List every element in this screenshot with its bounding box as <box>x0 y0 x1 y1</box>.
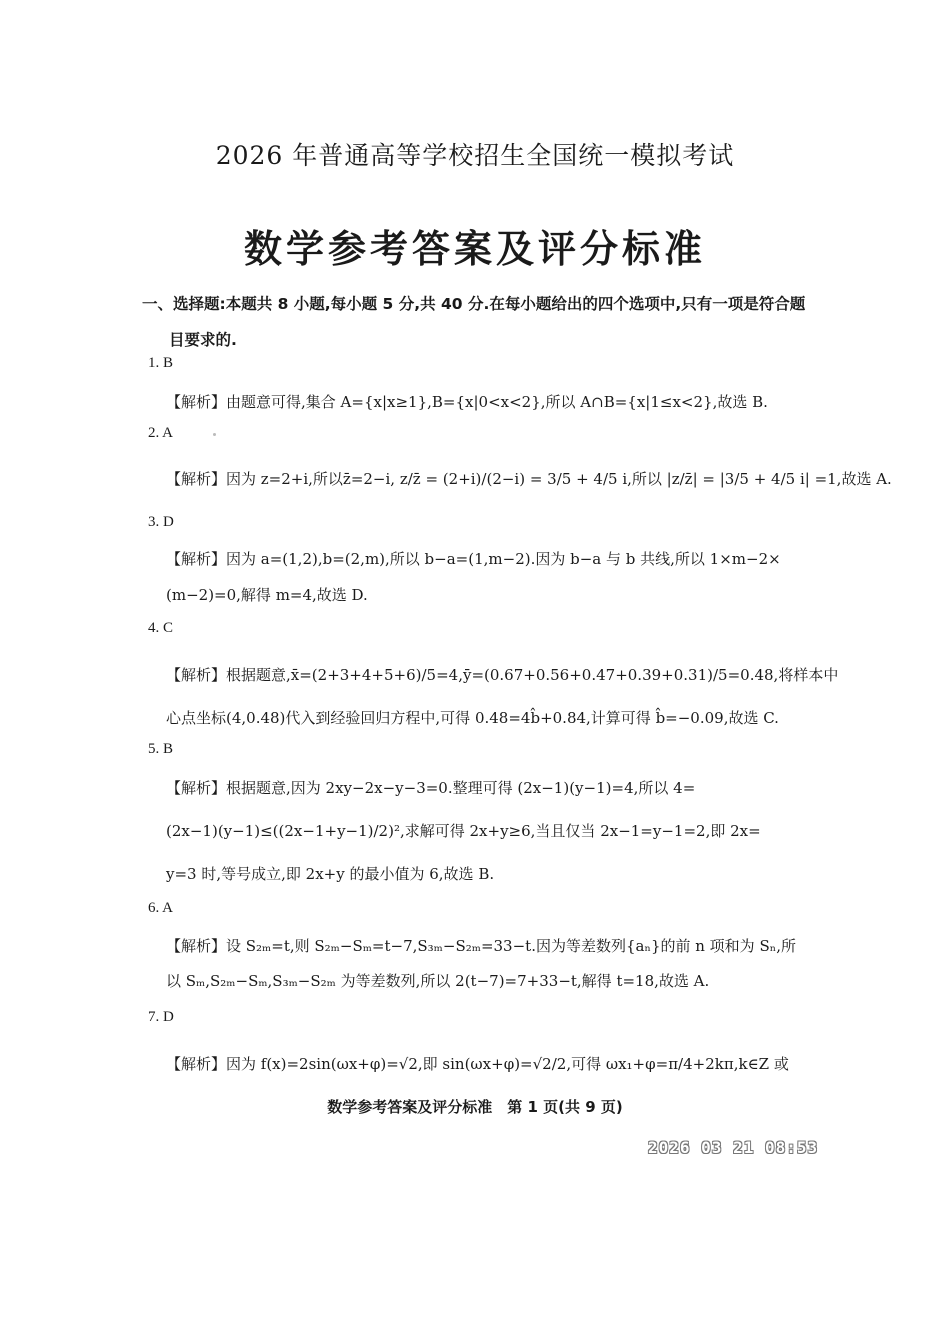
document-title: 数学参考答案及评分标准 <box>243 227 706 271</box>
answer-5: 5. B <box>148 741 174 757</box>
scan-speck <box>213 433 216 436</box>
answer-7: 7. D <box>148 1009 174 1025</box>
answer-3: 3. D <box>148 514 174 530</box>
explanation-5-line-1: 【解析】根据题意,因为 2xy−2x−y−3=0.整理可得 (2x−1)(y−1)=4,所以 4= <box>166 779 696 797</box>
page-footer: 数学参考答案及评分标准 第 1 页(共 9 页) <box>327 1098 623 1116</box>
explanation-1-line-1: 【解析】由题意可得,集合 A={x|x≥1},B={x|0<x<2},所以 A∩B={x|1≤x<2},故选 B. <box>166 393 768 411</box>
explanation-4-line-2: 心点坐标(4,0.48)代入到经验回归方程中,可得 0.48=4b̂+0.84,计算可得 b̂=−0.09,故选 C. <box>166 709 779 727</box>
answer-2: 2. A <box>148 425 174 441</box>
section-heading-line1: 一、选择题:本题共 8 小题,每小题 5 分,共 40 分.在每小题给出的四个选项中,只有一项是符合题 <box>142 295 806 313</box>
explanation-5-line-2: (2x−1)(y−1)≤((2x−1+y−1)/2)²,求解可得 2x+y≥6,当且仅当 2x−1=y−1=2,即 2x= <box>166 822 761 840</box>
explanation-3-line-2: (m−2)=0,解得 m=4,故选 D. <box>166 586 368 604</box>
scan-timestamp: 2026 03 21 08:53 <box>648 1138 819 1157</box>
explanation-5-line-3: y=3 时,等号成立,即 2x+y 的最小值为 6,故选 B. <box>166 865 495 883</box>
explanation-4-line-1: 【解析】根据题意,x̄=(2+3+4+5+6)/5=4,ȳ=(0.67+0.56+0.47+0.39+0.31)/5=0.48,将样本中 <box>166 666 839 684</box>
explanation-6-line-2: 以 Sₘ,S₂ₘ−Sₘ,S₃ₘ−S₂ₘ 为等差数列,所以 2(t−7)=7+33−t,解得 t=18,故选 A. <box>166 972 710 990</box>
answer-6: 6. A <box>148 900 174 916</box>
answer-4: 4. C <box>148 620 174 636</box>
explanation-2-line-1: 【解析】因为 z=2+i,所以z̄=2−i, z/z̄ = (2+i)/(2−i) = 3/5 + 4/5 i,所以 |z/z̄| = |3/5 + 4/5 i| =1,故选 A. <box>166 470 892 488</box>
explanation-6-line-1: 【解析】设 S₂ₘ=t,则 S₂ₘ−Sₘ=t−7,S₃ₘ−S₂ₘ=33−t.因为等差数列{aₙ}的前 n 项和为 Sₙ,所 <box>166 937 796 955</box>
section-heading <box>142 286 812 358</box>
section-heading-line2: 目要求的. <box>169 331 237 349</box>
explanation-3-line-1: 【解析】因为 a=(1,2),b=(2,m),所以 b−a=(1,m−2).因为 b−a 与 b 共线,所以 1×m−2× <box>166 550 781 568</box>
exam-title: 2026 年普通高等学校招生全国统一模拟考试 <box>215 141 735 170</box>
explanation-7-line-1: 【解析】因为 f(x)=2sin(ωx+φ)=√2,即 sin(ωx+φ)=√2/2,可得 ωx₁+φ=π/4+2kπ,k∈Z 或 <box>166 1055 789 1073</box>
answer-1: 1. B <box>148 355 174 371</box>
